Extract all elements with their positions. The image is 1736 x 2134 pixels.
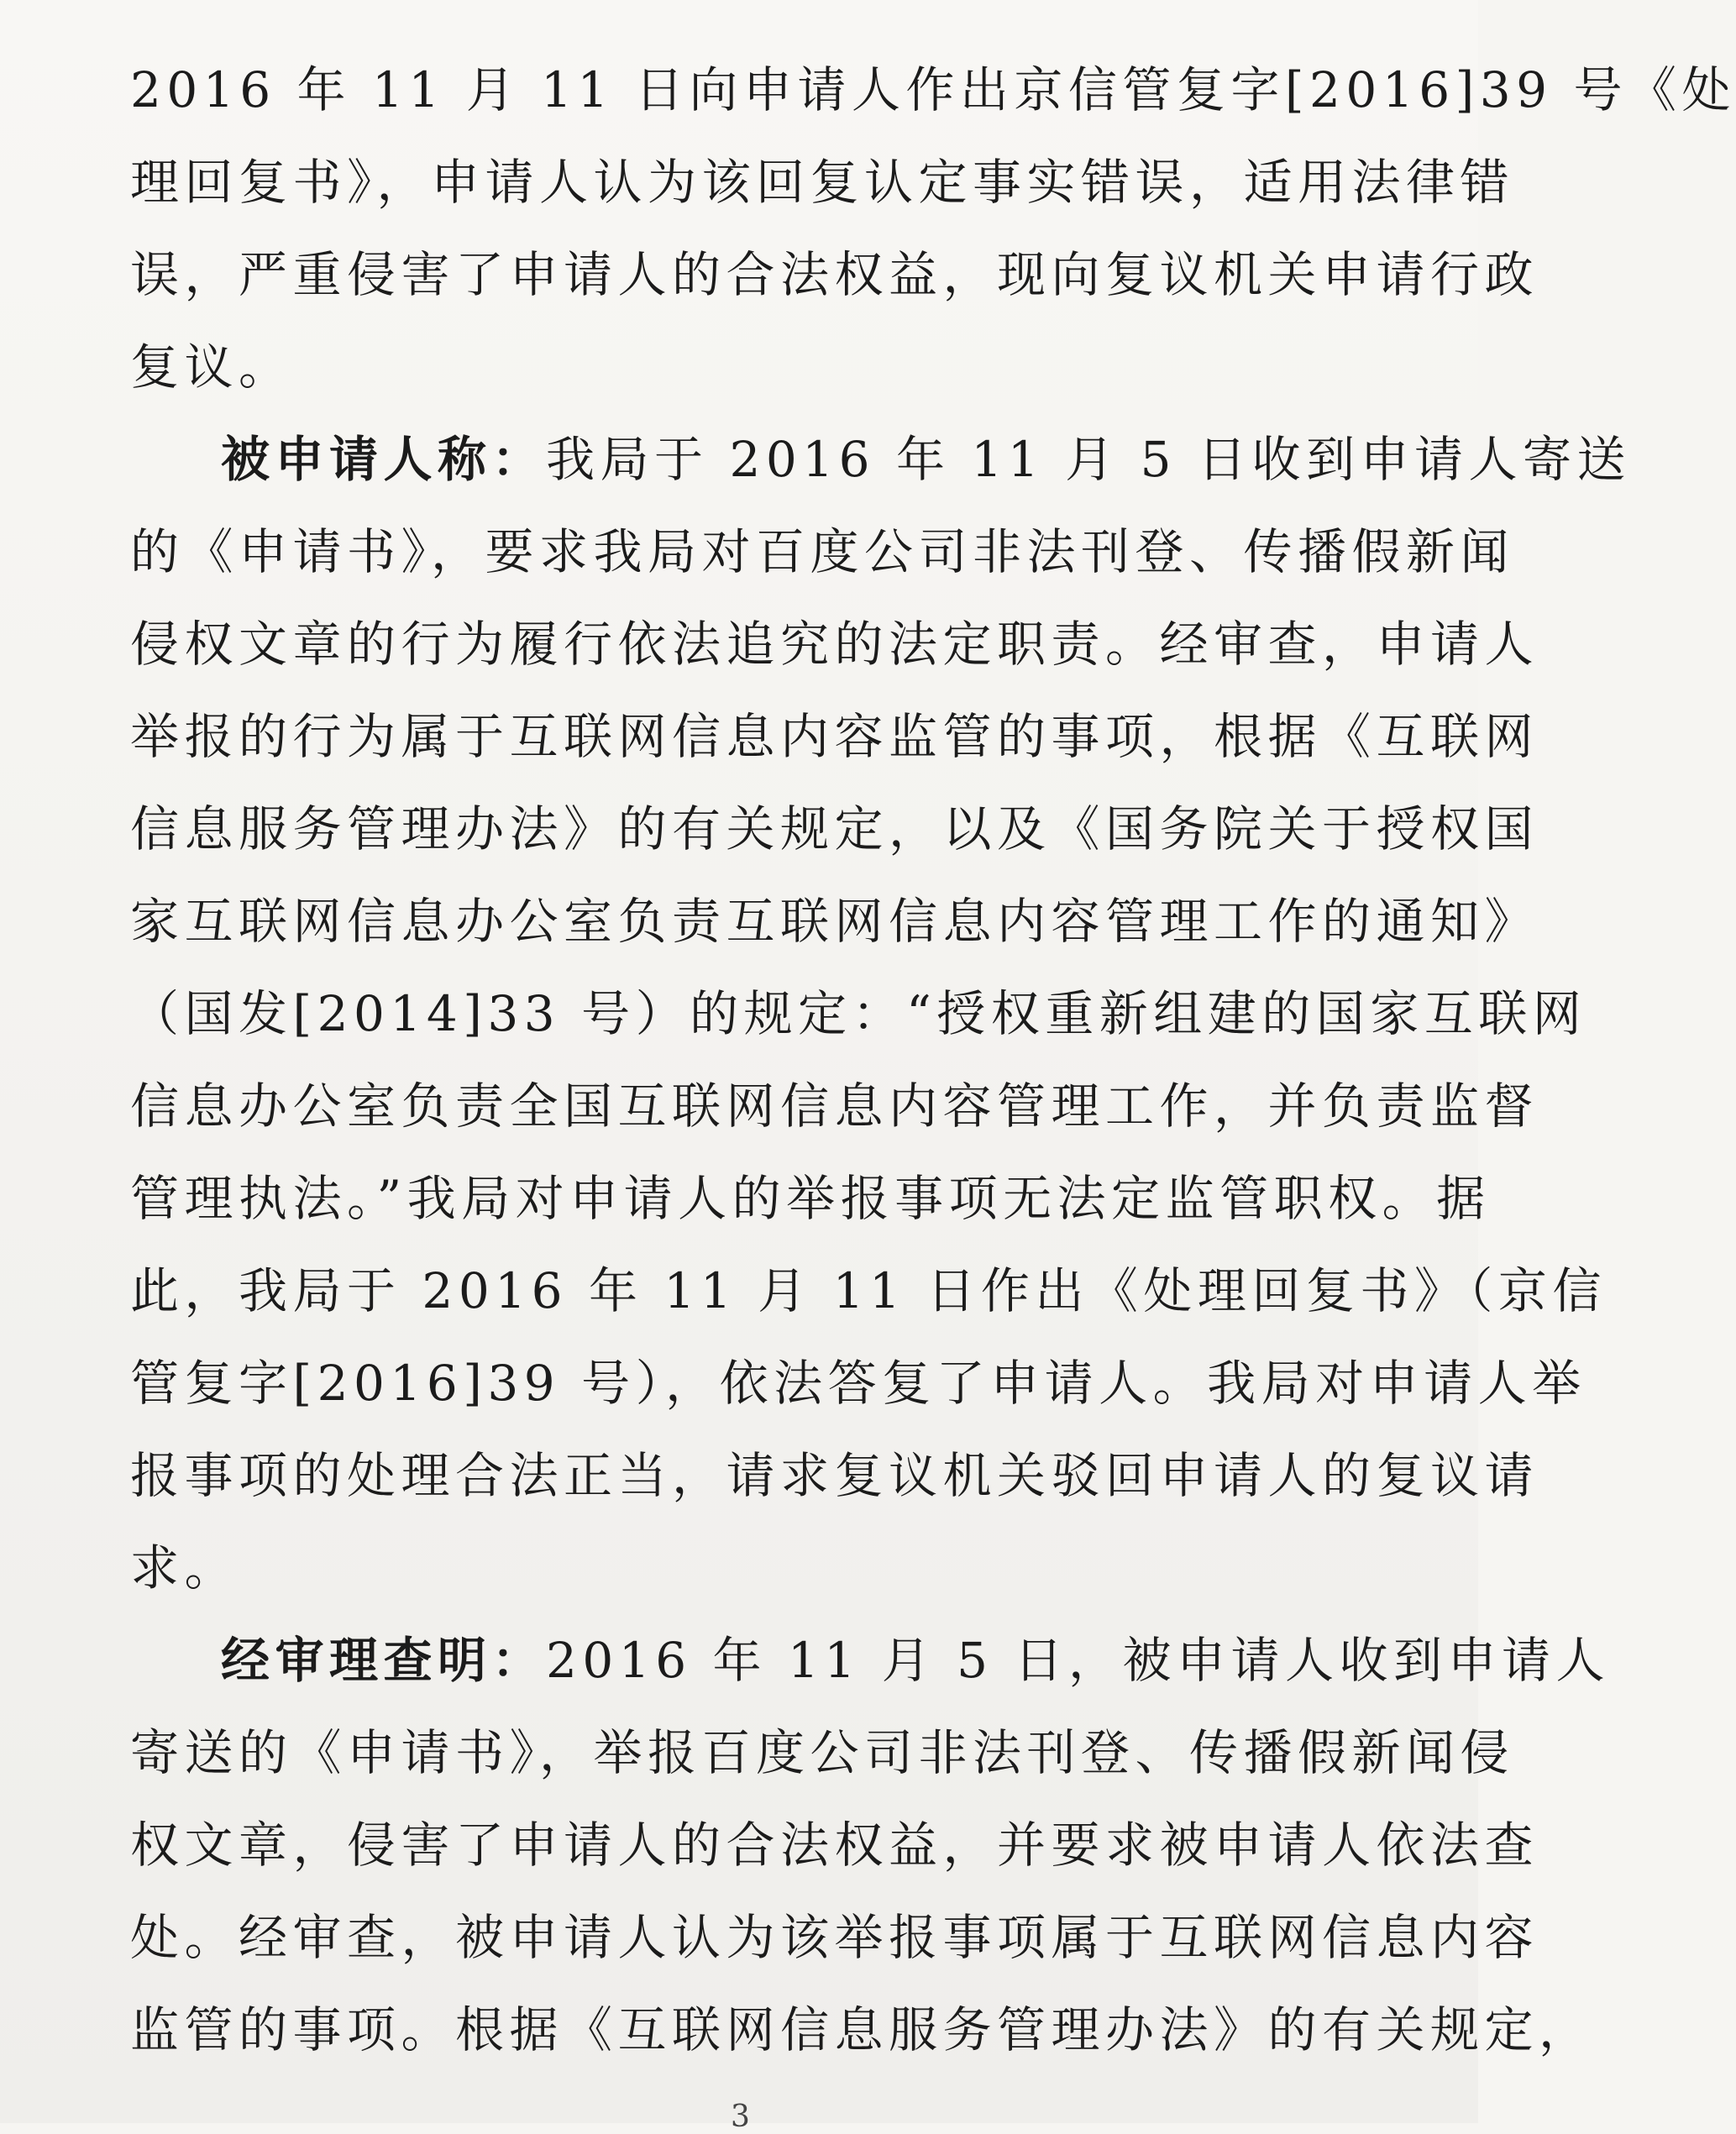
text-line: （国发[2014]33 号）的规定：“授权重新组建的国家互联网 [130,985,1587,1042]
text-line: 求。 [130,1539,239,1597]
section-heading-findings: 经审理查明： [221,1632,547,1689]
text-line: 管复字[2016]39 号），依法答复了申请人。我局对申请人举 [130,1355,1587,1412]
text-line: 信息服务管理办法》的有关规定，以及《国务院关于授权国 [130,800,1539,857]
text-line: 监管的事项。根据《互联网信息服务管理办法》的有关规定， [130,2001,1593,2058]
text-line: 举报的行为属于互联网信息内容监管的事项，根据《互联网 [130,708,1539,765]
text-line: 权文章，侵害了申请人的合法权益，并要求被申请人依法查 [130,1817,1539,1874]
text-line: 理回复书》，申请人认为该回复认定事实错误，适用法律错 [130,154,1515,211]
text-line-content: 2016 年 11 月 5 日，被申请人收到申请人 [546,1632,1611,1689]
text-line [130,413,1631,506]
text-line-content: 我局于 2016 年 11 月 5 日收到申请人寄送 [546,431,1631,488]
text-line: 此，我局于 2016 年 11 月 11 日作出《处理回复书》（京信 [130,1262,1607,1319]
text-line: 处。经审查，被申请人认为该举报事项属于互联网信息内容 [130,1909,1539,1966]
text-line: 侵权文章的行为履行依法追究的法定职责。经审查，申请人 [130,616,1539,673]
text-line: 2016 年 11 月 11 日向申请人作出京信管复字[2016]39 号《处 [130,61,1736,118]
text-line: 误，严重侵害了申请人的合法权益，现向复议机关申请行政 [130,246,1539,303]
text-line: 复议。 [130,338,293,396]
text-line: 的《申请书》，要求我局对百度公司非法刊登、传播假新闻 [130,523,1515,580]
text-line [130,1614,1611,1707]
text-line: 管理执法。”我局对申请人的举报事项无法定监管职权。据 [130,1170,1491,1227]
document-body [130,44,1736,2076]
text-line: 寄送的《申请书》，举报百度公司非法刊登、传播假新闻侵 [130,1724,1515,1781]
text-line: 信息办公室负责全国互联网信息内容管理工作，并负责监督 [130,1077,1539,1135]
text-line: 家互联网信息办公室负责互联网信息内容管理工作的通知》 [130,893,1539,950]
text-line: 报事项的处理合法正当，请求复议机关驳回申请人的复议请 [130,1447,1539,1504]
section-heading-respondent: 被申请人称： [221,431,547,488]
page-number: 3 [731,2100,750,2134]
